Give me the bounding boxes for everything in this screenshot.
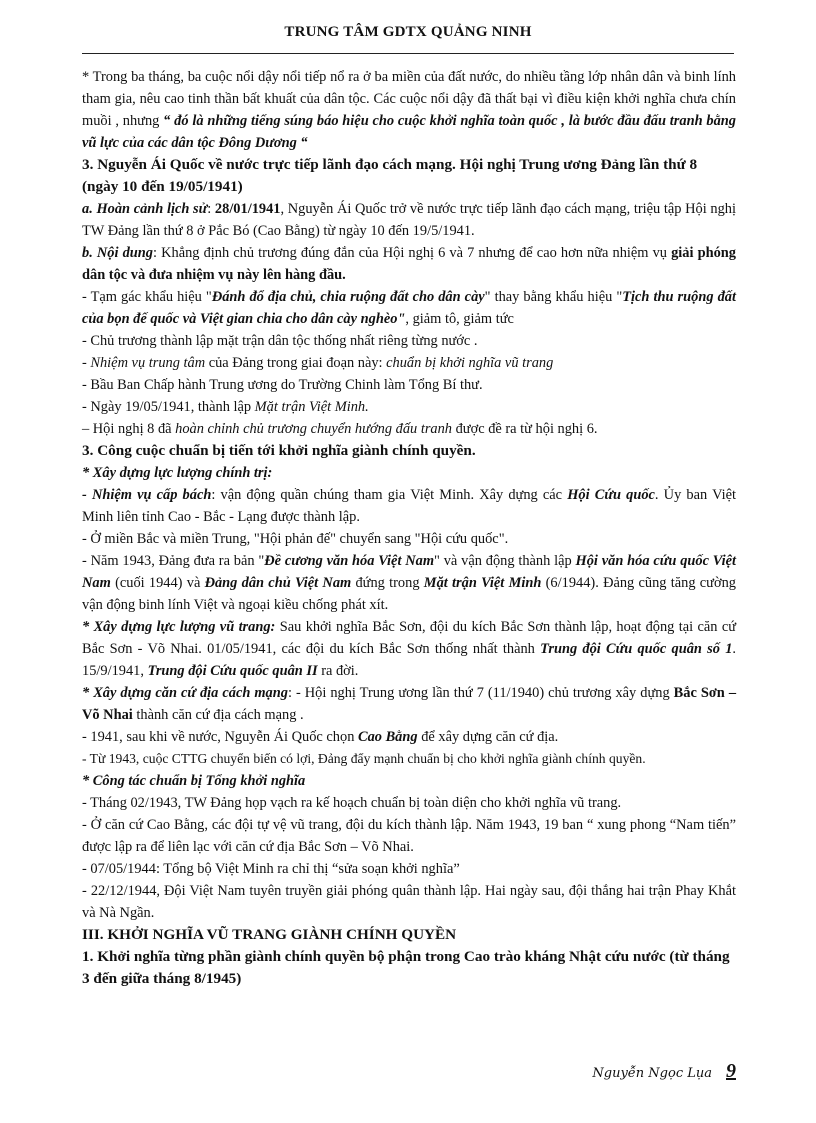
paragraph-executive-committee: - Bầu Ban Chấp hành Trung ương do Trường Chinh làm Tổng Bí thư. (82, 377, 483, 393)
text-run: thành căn cứ địa cách mạng . (132, 707, 304, 723)
text-run: " thay bằng khẩu hiệu " (484, 289, 623, 305)
text-run: . Ủy ban Việt Minh liên tỉnh Cao - Bắc - Lạng được thành lập. (82, 487, 736, 525)
bold-run: Bắc Sơn – Võ Nhai (82, 685, 737, 723)
text-run: : - Hội nghị Trung ương lần thứ 7 (11/1940) chủ trương xây dựng (287, 685, 674, 701)
text-run: , giảm tô, giảm tức (405, 311, 514, 327)
subheading-text: * Công tác chuẩn bị Tổng khởi nghĩa (82, 773, 306, 789)
italic-run: chuẩn bị khởi nghĩa vũ trang (386, 355, 554, 371)
text-run: để xây dựng căn cứ địa. (417, 729, 559, 745)
bold-italic-run: Mặt trận Việt Minh (423, 575, 542, 591)
paragraph-central-task (82, 352, 736, 374)
quote-emphasis: “ đó là những tiếng súng báo hiệu cho cuộc khởi nghĩa toàn quốc , là bước đầu đấu tranh bằng vũ lực của các dân tộc Đông Dương “ (82, 113, 736, 151)
subheading-uprising-prep (82, 770, 736, 792)
bold-italic-run: Hội văn hóa cứu quốc Việt Nam (82, 553, 736, 591)
paragraph-revolutionary-base (82, 682, 736, 726)
text-run: * Trong ba tháng, ba cuộc nổi dậy nổi tiếp nổ ra ở ba miền của đất nước, do nhiều tầng lớp nhân dân và binh lính tham gia, nêu cao tinh thần bất khuất của dân tộc. Các cuộc nổi dậy đã thất bại vì điều kiện khởi nghĩa chưa chín muồi , nhưng (82, 69, 736, 129)
text-run: (6/1944). Đảng cũng tăng cường vận động binh lính Việt và ngoại kiều chống phát xít. (82, 575, 736, 613)
section-heading-3: 3. Nguyễn Ái Quốc về nước trực tiếp lãnh đạo cách mạng. Hội nghị Trung ương Đảng lần thứ 8 (ngày 10 đến 19/05/1941) (82, 156, 698, 195)
slogan-old: Đánh đổ địa chủ, chia ruộng đất cho dân cày (211, 289, 485, 305)
text-run: : Khẳng định chủ trương đúng đắn của Hội nghị 6 và 7 nhưng để cao hơn nữa nhiệm vụ (153, 245, 672, 261)
text-run: – Hội nghị 8 đã (82, 421, 176, 437)
paragraph-may-1944: - 07/05/1944: Tổng bộ Việt Minh ra chỉ thị “sửa soạn khởi nghĩa” (82, 861, 460, 877)
paragraph-feb-1943: - Tháng 02/1943, TW Đảng họp vạch ra kế hoạch chuẩn bị toàn diện cho khởi nghĩa vũ trang. (82, 795, 622, 811)
section-heading-3b: 3. Công cuộc chuẩn bị tiến tới khởi nghĩa giành chính quyền. (82, 442, 476, 459)
subheading-text: * Xây dựng lực lượng chính trị: (82, 465, 273, 481)
text-run: của Đảng trong giai đoạn này: (205, 355, 387, 371)
bold-italic-run: Đảng dân chủ Việt Nam (204, 575, 352, 591)
italic-run: hoàn chỉnh chủ trương chuyển hướng đấu tranh (175, 421, 453, 437)
text-run: - Tạm gác khẩu hiệu " (82, 289, 212, 305)
text-run: - (82, 355, 91, 371)
text-run: : vận động quần chúng tham gia Việt Minh. Xây dựng các (211, 487, 568, 503)
paragraph-urgent-task (82, 484, 736, 528)
paragraph-content (82, 242, 736, 286)
paragraph-armed-forces (82, 616, 736, 682)
text-run: Sau khởi nghĩa Bắc Sơn, đội du kích Bắc Sơn thành lập, hoạt động tại căn cứ Bắc Sơn - Võ Nhai. 01/05/1941, các đội du kích Bắc Sơn thống nhất thành (82, 619, 737, 657)
text-run: - 1941, sau khi về nước, Nguyễn Ái Quốc chọn (82, 729, 358, 745)
text-run: , Nguyễn Ái Quốc trở về nước trực tiếp lãnh đạo cách mạng, triệu tập Hội nghị TW Đảng lần thứ 8 ở Pắc Bó (Cao Bằng) từ ngày 10 đến 19/5/1941. (82, 201, 736, 239)
label-content: b. Nội dung (82, 245, 153, 261)
italic-run: Mặt trận Việt Minh. (254, 399, 369, 415)
section-heading-2: III. KHỞI NGHĨA VŨ TRANG GIÀNH CHÍNH QUYỀN (82, 926, 457, 943)
footer-author: Nguyễn Ngọc Lụa (592, 1066, 712, 1081)
paragraph-united-front: - Chủ trương thành lập mặt trận dân tộc thống nhất riêng từng nước . (82, 333, 478, 349)
paragraph-north-central: - Ở miền Bắc và miền Trung, "Hội phản đế" chuyển sang "Hội cứu quốc". (82, 531, 509, 547)
paragraph-conference-8 (82, 418, 736, 440)
paragraph-viet-minh-founding (82, 396, 736, 418)
bold-italic-run: Trung đội Cứu quốc quân số 1 (540, 641, 733, 657)
text-run: đứng trong (351, 575, 424, 591)
paragraph-cao-bang-forces: - Ở căn cứ Cao Bằng, các đội tự vệ vũ trang, đội du kích thành lập. Năm 1943, 19 ban “ xung phong “Nam tiến” được lập ra để liên lạc với căn cứ địa Bắc Sơn – Võ Nhai. (82, 817, 736, 855)
text-run: " và vận động thành lập (434, 553, 576, 569)
bold-italic-run: - Nhiệm vụ cấp bách (82, 487, 212, 503)
bold-italic-run: Trung đội Cứu quốc quân II (147, 663, 318, 679)
text-run: - Năm 1943, Đảng đưa ra bản " (82, 553, 265, 569)
date-bold: 28/01/1941 (214, 201, 281, 217)
text-run: : (207, 201, 215, 217)
page-number: 9 (726, 1060, 736, 1082)
page-content (82, 66, 736, 990)
paragraph-slogan (82, 286, 736, 330)
paragraph-1943-ww2: - Từ 1943, cuộc CTTG chuyển biến có lợi, Đảng đẩy mạnh chuẩn bị cho khởi nghĩa giành chính quyền. (82, 751, 646, 766)
bold-italic-run: Hội Cứu quốc (567, 487, 655, 503)
text-run: . 15/9/1941, (82, 641, 736, 679)
label-historical-context: a. Hoàn cảnh lịch sử (82, 201, 208, 217)
paragraph-uprisings-summary (82, 66, 736, 154)
bold-italic-run: Đề cương văn hóa Việt Nam (264, 553, 435, 569)
paragraph-1943-culture (82, 550, 736, 616)
paragraph-cao-bang (82, 726, 736, 748)
bold-italic-run: * Xây dựng căn cứ địa cách mạng (82, 685, 288, 701)
paragraph-dec-1944: - 22/12/1944, Đội Việt Nam tuyên truyền giải phóng quân thành lập. Hai ngày sau, đội thắng hai trận Phay Khắt và Nà Ngần. (82, 883, 736, 921)
text-run: - Ngày 19/05/1941, thành lập (82, 399, 255, 415)
bold-task: giải phóng dân tộc và đưa nhiệm vụ này lên hàng đầu. (82, 245, 736, 283)
subheading-political-forces (82, 462, 736, 484)
section-heading-partial-uprising: 1. Khởi nghĩa từng phần giành chính quyền bộ phận trong Cao trào kháng Nhật cứu nước (từ tháng 3 đến giữa tháng 8/1945) (82, 948, 730, 987)
paragraph-historical-context (82, 198, 736, 242)
page-header-title: TRUNG TÂM GDTX QUẢNG NINH (284, 24, 532, 40)
bold-italic-run: * Xây dựng lực lượng vũ trang: (82, 619, 276, 635)
text-run: được đề ra từ hội nghị 6. (452, 421, 598, 437)
text-run: ra đời. (317, 663, 359, 679)
bold-italic-run: Cao Bằng (358, 729, 418, 745)
slogan-new: Tịch thu ruộng đất của bọn đế quốc và Việt gian chia cho dân cày nghèo" (82, 289, 736, 327)
italic-run: Nhiệm vụ trung tâm (90, 355, 206, 371)
text-run: (cuối 1944) và (110, 575, 205, 591)
header-rule (82, 53, 734, 54)
